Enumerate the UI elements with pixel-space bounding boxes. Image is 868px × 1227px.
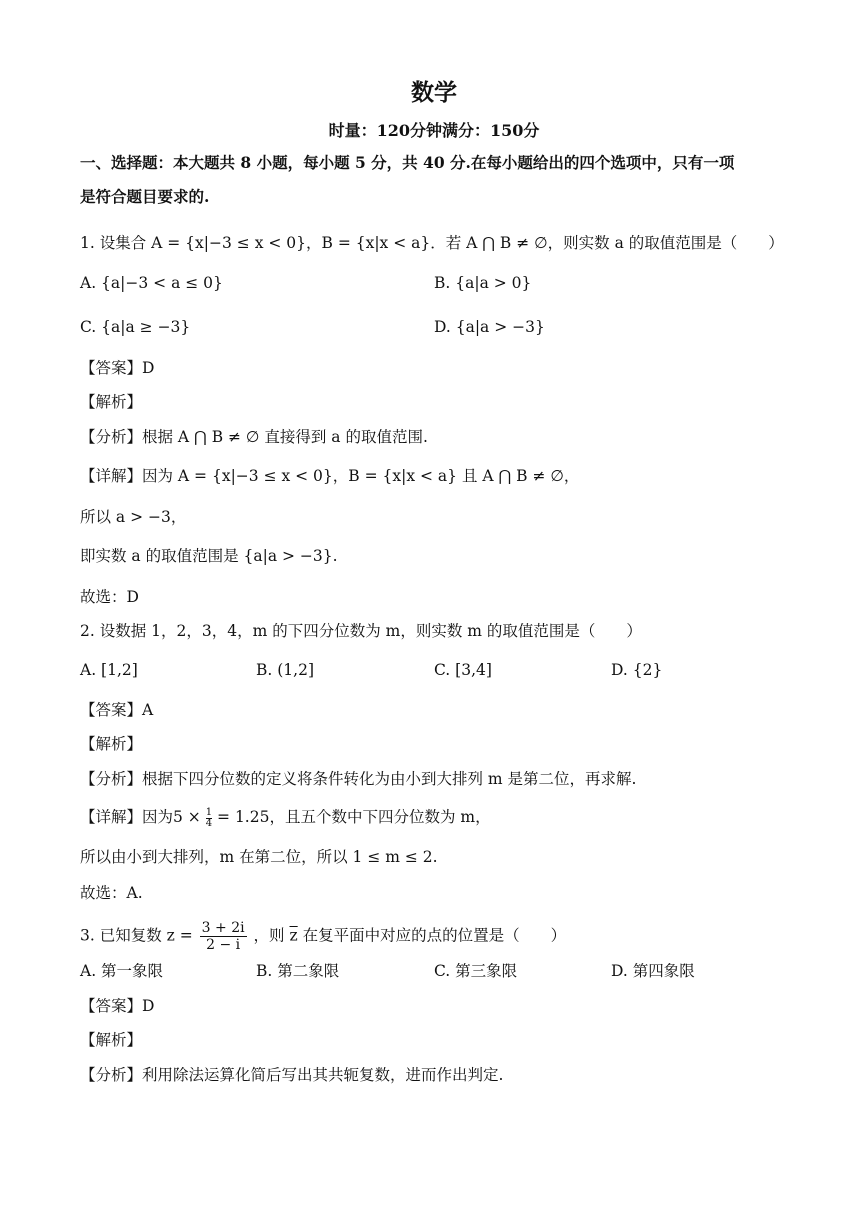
- q3-stem-post: 在复平面中对应的点的位置是（ ）: [302, 926, 567, 945]
- q1-option-c: C. {a|a ≥ −3}: [80, 318, 191, 336]
- q2-line-a: 所以由小到大排列，m 在第二位，所以 1 ≤ m ≤ 2.: [80, 848, 438, 866]
- q1-line-a: 所以 a > −3，: [80, 508, 187, 526]
- fraction-numerator: 3 + 2i: [201, 920, 245, 936]
- q3-option-c: C. 第三象限: [434, 962, 518, 980]
- q2-fenxi: 【分析】根据下四分位数的定义将条件转化为由小到大排列 m 是第二位，再求解.: [80, 770, 637, 788]
- q3-analysis-label: 【解析】: [80, 1031, 143, 1049]
- q2-option-a: A. [1,2]: [80, 661, 138, 679]
- fraction-denominator: 4: [205, 817, 213, 829]
- q1-option-b: B. {a|a > 0}: [434, 274, 532, 292]
- q3-option-b: B. 第二象限: [256, 962, 340, 980]
- q3-answer: 【答案】D: [80, 997, 155, 1015]
- q2-option-d: D. {2}: [611, 661, 663, 679]
- q2-analysis-label: 【解析】: [80, 735, 143, 753]
- q3-stem-mid: ，则: [253, 926, 285, 945]
- q3-option-d: D. 第四象限: [611, 962, 695, 980]
- q1-analysis-label: 【解析】: [80, 393, 143, 411]
- section-header-line2: 是符合题目要求的.: [80, 187, 210, 206]
- q2-option-b: B. (1,2]: [256, 661, 314, 679]
- z-conjugate: $\overline{z}$: [289, 926, 298, 945]
- q3-stem: [80, 920, 566, 953]
- q2-choose: 故选：A.: [80, 884, 143, 902]
- q2-xiangjie-post: = 1.25，且五个数中下四分位数为 m，: [217, 808, 491, 826]
- q1-option-d: D. {a|a > −3}: [434, 318, 545, 336]
- q1-line-b: 即实数 a 的取值范围是 {a|a > −3}.: [80, 547, 338, 565]
- complex-fraction: [200, 920, 247, 953]
- page-title: 数学: [411, 79, 457, 106]
- quarter-fraction: [206, 808, 212, 829]
- q1-choose: 故选：D: [80, 588, 139, 606]
- section-header-line1: 一、选择题：本大题共 8 小题，每小题 5 分，共 40 分.在每小题给出的四个选项中，只有一项: [80, 153, 735, 172]
- q2-xiangjie-pre: 【详解】因为5 ×: [80, 808, 201, 826]
- q1-stem: 1. 设集合 A = {x|−3 ≤ x < 0}，B = {x|x < a}．若 A ⋂ B ≠ ∅，则实数 a 的取值范围是（ ）: [80, 234, 784, 252]
- q2-answer: 【答案】A: [80, 701, 154, 719]
- fraction-numerator: 1: [205, 806, 213, 818]
- q1-answer: 【答案】D: [80, 359, 155, 377]
- fraction-denominator: 2 − i: [206, 937, 241, 953]
- q3-fenxi: 【分析】利用除法运算化简后写出其共轭复数，进而作出判定.: [80, 1066, 504, 1084]
- q1-option-a: A. {a|−3 < a ≤ 0}: [80, 274, 223, 292]
- q2-xiangjie: [80, 806, 491, 829]
- q1-fenxi: 【分析】根据 A ⋂ B ≠ ∅ 直接得到 a 的取值范围.: [80, 428, 428, 446]
- q3-stem-pre: 3. 已知复数 z =: [80, 926, 193, 945]
- q3-option-a: A. 第一象限: [80, 962, 164, 980]
- exam-info: 时量：120分钟满分：150分: [328, 121, 540, 140]
- q2-option-c: C. [3,4]: [434, 661, 492, 679]
- q2-stem: 2. 设数据 1，2，3，4，m 的下四分位数为 m，则实数 m 的取值范围是（ ）: [80, 622, 642, 640]
- q1-xiangjie: 【详解】因为 A = {x|−3 ≤ x < 0}，B = {x|x < a} 且 A ⋂ B ≠ ∅，: [80, 467, 580, 485]
